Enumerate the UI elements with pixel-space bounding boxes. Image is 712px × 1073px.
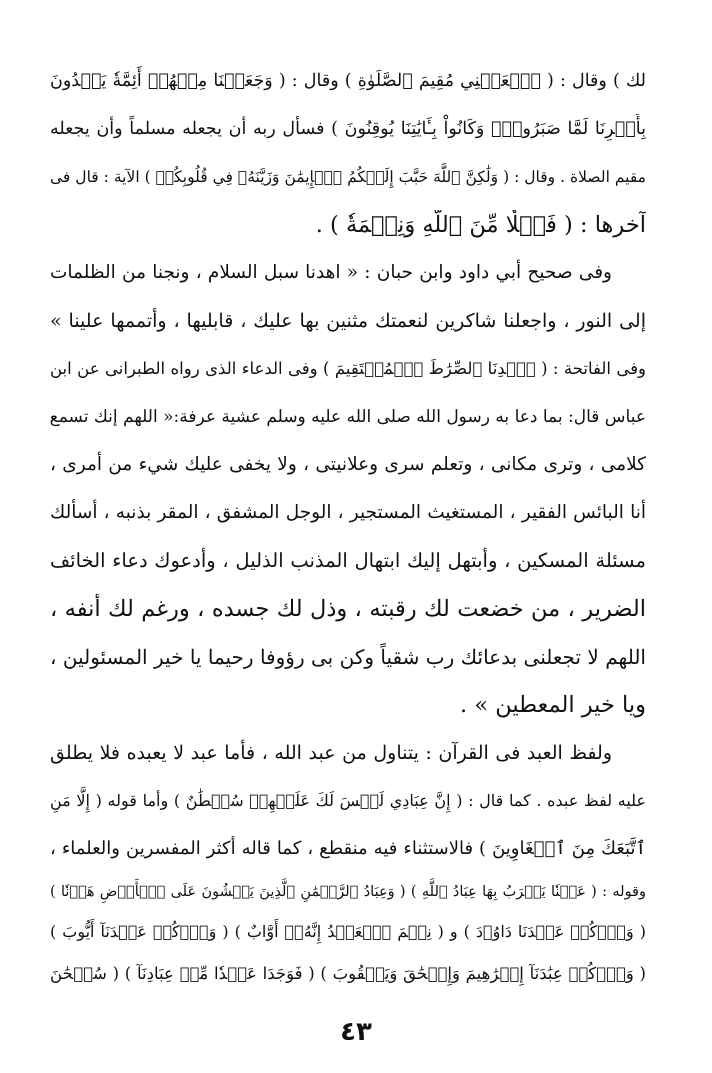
text-line-5: وفى صحيح أبي داود وابن حبان : « اهدنا سبل السلام ، ونجنا من الظلمات	[50, 262, 612, 283]
text-line-19: ( وَٱذۡكُرۡ عَبۡدَنَا دَاوُۥدَ ) و ( نِعۡمَ ٱلۡعَبۡدُ إِنَّهُۥٓ أَوَّابٌ ) ( وَٱذۡكُرۡ عَبۡدَنَآ أَيُّوبَ )	[50, 922, 646, 941]
text-line-6: إلى النور ، واجعلنا شاكرين لنعمتك مثنين بها عليك ، قابليها ، وأتممها علينا »	[50, 310, 646, 332]
text-line-1: لك ) وقال : ( ٱجۡعَلۡنِي مُقِيمَ ٱلصَّلَوٰةِ ) وقال : ( وَجَعَلۡنَا مِنۡهُمۡ أَئِمَّةٗ يَهۡدُونَ	[50, 71, 646, 91]
text-line-15: ولفظ العبد فى القرآن : يتناول من عبد الله ، فأما عبد لا يعبده فلا يطلق	[50, 742, 612, 764]
text-line-18: وقوله : ( عَيۡنٗا يَشۡرَبُ بِهَا عِبَادُ ٱللَّهِ ) ( وَعِبَادُ ٱلرَّحۡمَٰنِ ٱلَّذِينَ يَمۡشُونَ عَلَى ٱلۡأَرۡضِ هَوۡنٗا )	[50, 884, 646, 900]
text-line-3: مقيم الصلاة . وقال : ( وَلَٰكِنَّ ٱللَّهَ حَبَّبَ إِلَيۡكُمُ ٱلۡإِيمَٰنَ وَزَيَّنَهُۥ فِي قُلُوبِكُمۡ ) الآية : قال فى	[50, 168, 646, 186]
text-line-13: اللهم لا تجعلنى بدعائك رب شقياً وكن بى رؤوفا رحيما يا خير المسئولين ،	[50, 645, 646, 669]
text-line-9: كلامى ، وترى مكانى ، وتعلم سرى وعلانيتى ، ولا يخفى عليك شيء من أمرى ،	[50, 454, 646, 475]
text-line-7: وفى الفاتحة : ( ٱهۡدِنَا ٱلصِّرَٰطَ ٱلۡمُسۡتَقِيمَ ) وفى الدعاء الذى رواه الطبرانى عن ابن	[50, 359, 646, 378]
text-line-20: ( وَٱذۡكُرۡ عِبَٰدَنَآ إِبۡرَٰهِيمَ وَإِسۡحَٰقَ وَيَعۡقُوبَ ) ( فَوَجَدَا عَبۡدٗا مِّنۡ عِبَادِنَآ ) ( سُبۡحَٰنَ	[50, 964, 646, 983]
text-line-14: ويا خير المعطين » .	[460, 692, 646, 718]
text-line-8: عباس قال: بما دعا به رسول الله صلى الله عليه وسلم عشية عرفة:« اللهم إنك تسمع	[50, 407, 646, 427]
text-line-11: مسئلة المسكين ، وأبتهل إليك ابتهال المذنب الذليل ، وأدعوك دعاء الخائف	[50, 549, 646, 572]
text-line-10: أنا البائس الفقير ، المستغيث المستجير ، الوجل المشفق ، المقر بذنبه ، أسألك	[50, 502, 646, 523]
text-line-2: بِأَمۡرِنَا لَمَّا صَبَرُواْۖ وَكَانُواْ بِـَٔايَٰتِنَا يُوقِنُونَ ) فسأل ربه أن يجعله مسلماً وأن يجعله	[50, 119, 646, 139]
page-number: ٤٣	[340, 1017, 372, 1047]
text-line-12: الضرير ، من خضعت لك رقبته ، وذل لك جسده ، ورغم لك أنفه ،	[50, 596, 646, 622]
text-line-16: عليه لفظ عبده . كما قال : ( إِنَّ عِبَادِي لَيۡسَ لَكَ عَلَيۡهِمۡ سُلۡطَٰنٌ ) وأما قوله ( إِلَّا مَنِ	[50, 791, 646, 810]
text-line-17: ٱتَّبَعَكَ مِنَ ٱلۡغَاوِينَ ) فالاستثناء فيه منقطع ، كما قاله أكثر المفسرين والعلماء ،	[50, 838, 646, 859]
text-line-4: آخرها : ( فَضۡلٗا مِّنَ ٱللَّهِ وَنِعۡمَةٗ ) .	[315, 212, 646, 238]
